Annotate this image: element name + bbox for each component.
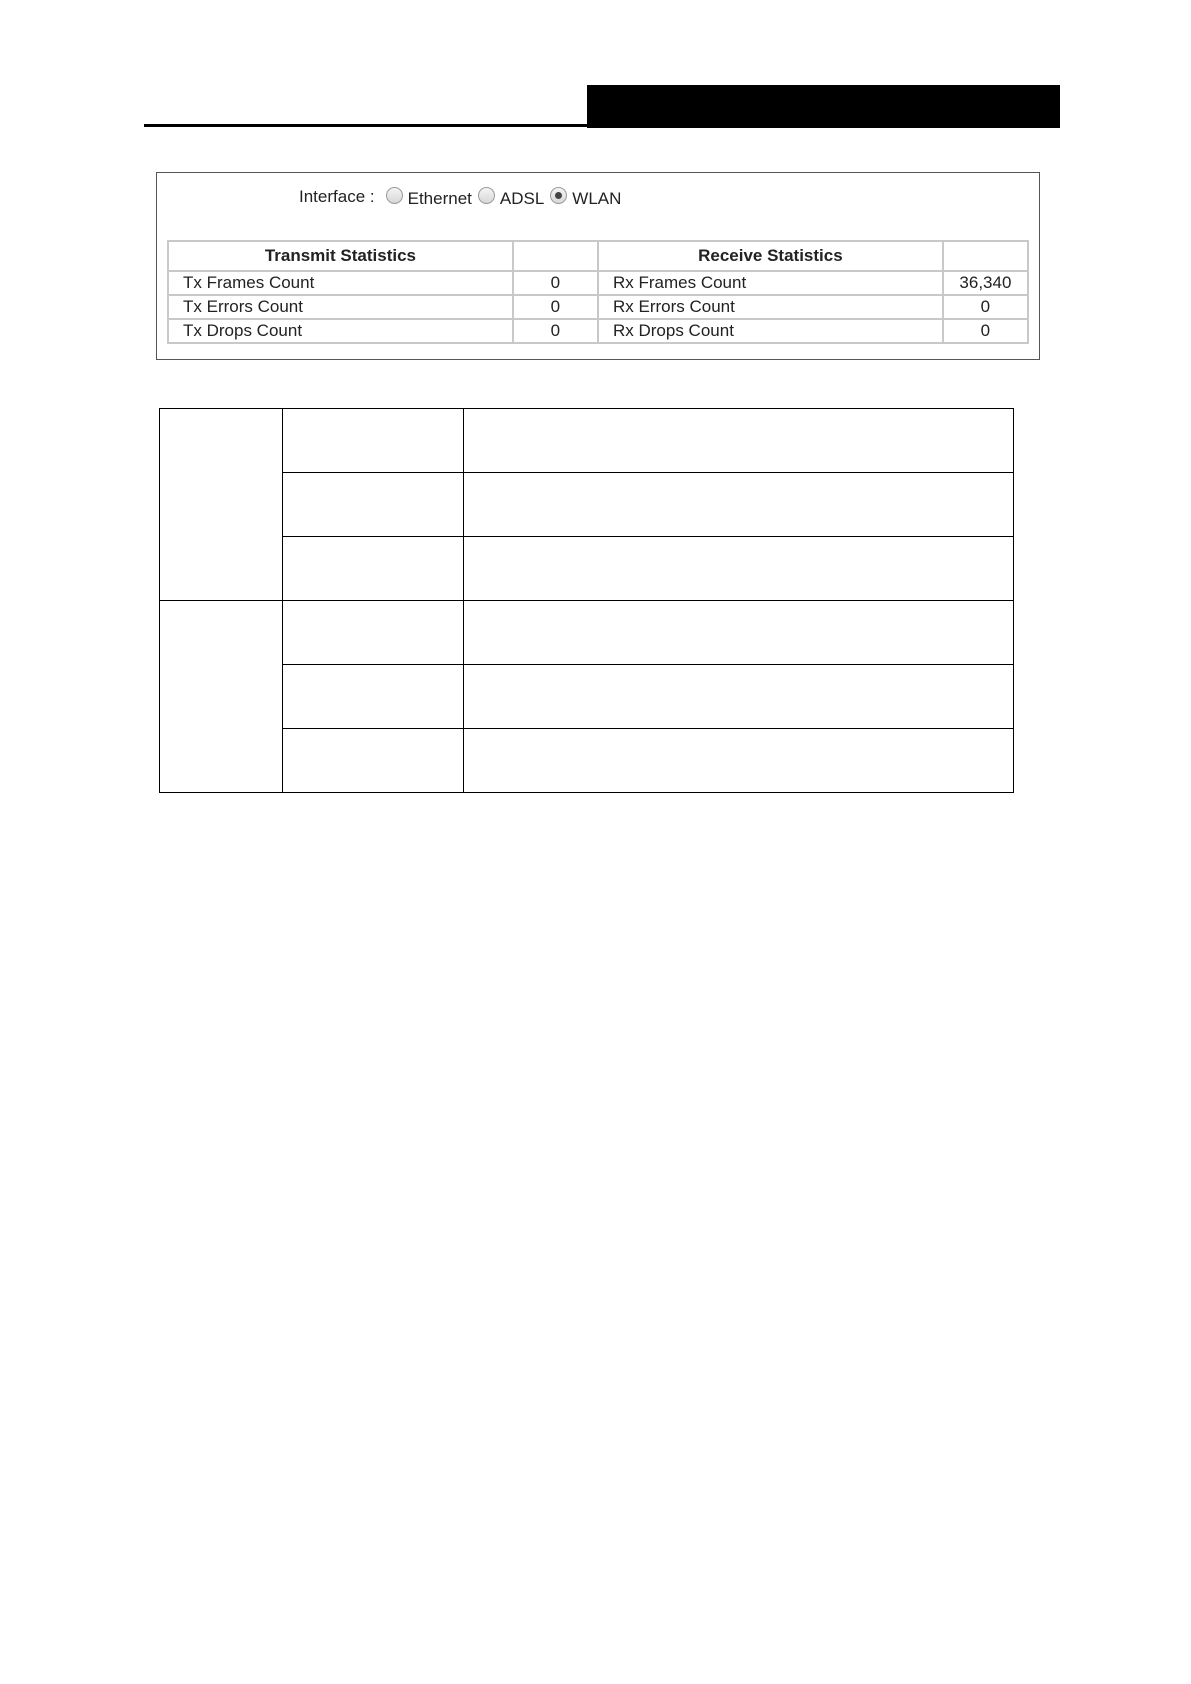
table-row — [168, 319, 1028, 343]
desc-row — [160, 729, 1014, 793]
interface-label: Interface : — [299, 187, 375, 206]
radio-ethernet-label: Ethernet — [407, 189, 472, 208]
rx-frames-value: 36,340 — [943, 271, 1028, 295]
desc-term-cell — [283, 409, 464, 473]
rx-errors-value: 0 — [943, 295, 1028, 319]
desc-row — [160, 665, 1014, 729]
desc-term-cell — [283, 473, 464, 537]
radio-wlan-circle[interactable] — [550, 187, 567, 204]
statistics-table — [167, 240, 1029, 344]
tx-errors-label: Tx Errors Count — [168, 295, 513, 319]
transmit-value-header — [513, 241, 598, 271]
receive-value-header — [943, 241, 1028, 271]
desc-row — [160, 601, 1014, 665]
radio-adsl-circle[interactable] — [478, 187, 495, 204]
radio-adsl[interactable] — [478, 187, 544, 207]
tx-drops-value: 0 — [513, 319, 598, 343]
header-bar — [587, 85, 1060, 128]
tx-frames-label: Tx Frames Count — [168, 271, 513, 295]
rx-drops-value: 0 — [943, 319, 1028, 343]
desc-term-cell — [283, 665, 464, 729]
desc-group-cell — [160, 409, 283, 601]
radio-ethernet[interactable] — [386, 187, 472, 207]
radio-wlan[interactable] — [550, 187, 621, 207]
desc-term-cell — [283, 601, 464, 665]
desc-row — [160, 537, 1014, 601]
statistics-panel — [156, 172, 1040, 360]
radio-ethernet-circle[interactable] — [386, 187, 403, 204]
tx-drops-label: Tx Drops Count — [168, 319, 513, 343]
desc-definition-cell — [464, 601, 1014, 665]
stats-header-row — [168, 241, 1028, 271]
transmit-header: Transmit Statistics — [168, 241, 513, 271]
desc-definition-cell — [464, 665, 1014, 729]
tx-errors-value: 0 — [513, 295, 598, 319]
rx-frames-label: Rx Frames Count — [598, 271, 943, 295]
desc-row — [160, 473, 1014, 537]
table-row — [168, 295, 1028, 319]
desc-group-cell — [160, 601, 283, 793]
desc-definition-cell — [464, 473, 1014, 537]
interface-selector — [299, 185, 627, 209]
desc-definition-cell — [464, 409, 1014, 473]
rx-drops-label: Rx Drops Count — [598, 319, 943, 343]
receive-header: Receive Statistics — [598, 241, 943, 271]
radio-adsl-label: ADSL — [499, 189, 545, 208]
radio-wlan-label: WLAN — [572, 189, 622, 208]
table-row — [168, 271, 1028, 295]
desc-term-cell — [283, 729, 464, 793]
description-table — [159, 408, 1014, 793]
desc-row — [160, 409, 1014, 473]
tx-frames-value: 0 — [513, 271, 598, 295]
rx-errors-label: Rx Errors Count — [598, 295, 943, 319]
desc-term-cell — [283, 537, 464, 601]
desc-definition-cell — [464, 537, 1014, 601]
desc-definition-cell — [464, 729, 1014, 793]
